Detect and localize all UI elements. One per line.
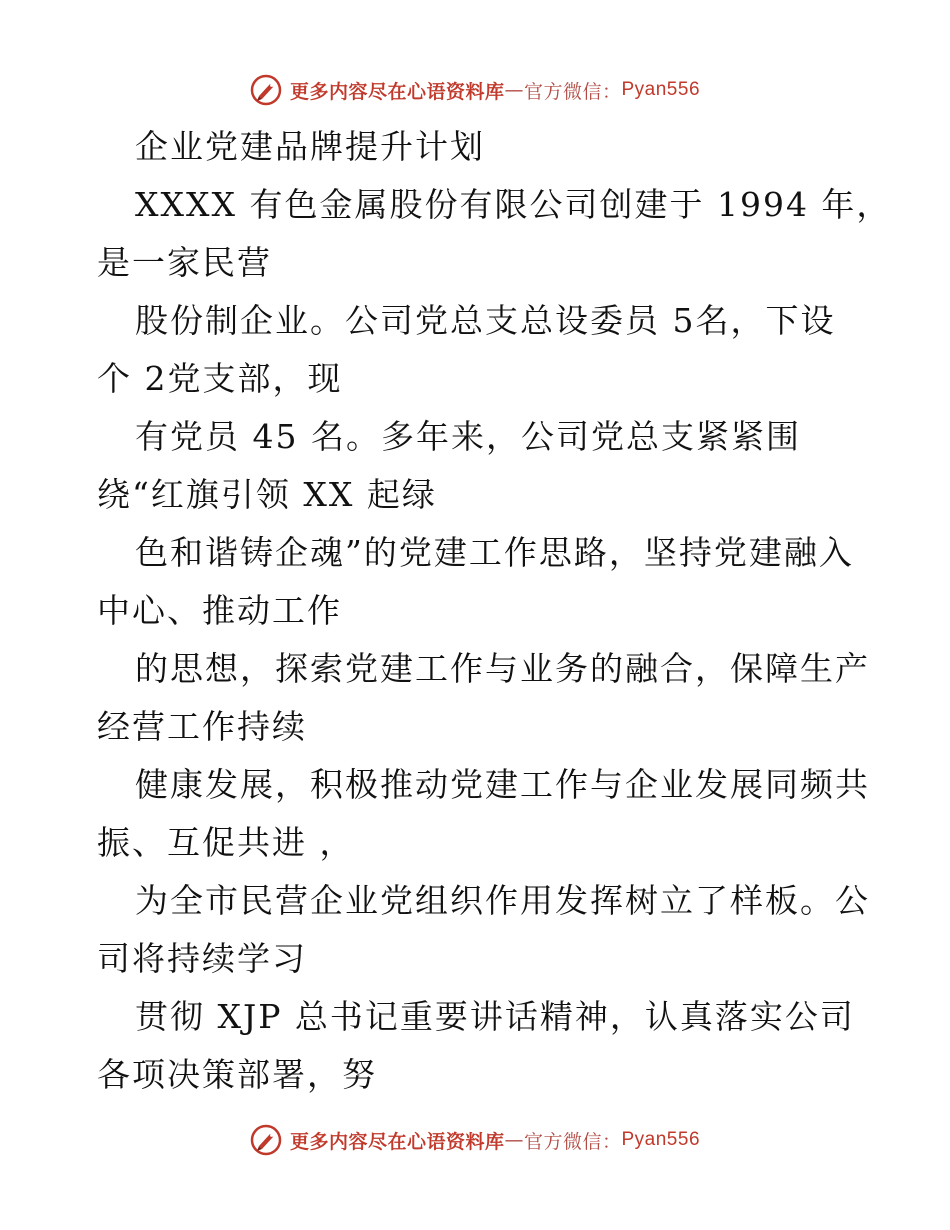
text-line: 贯彻 XJP 总书记重要讲话精神，认真落实公司 xyxy=(135,997,855,1036)
text-line: 中心、推动工作 xyxy=(97,591,342,630)
banner-separator: — xyxy=(504,1129,524,1151)
text-line: 的思想，探索党建工作与业务的融合，保障生产 xyxy=(135,649,870,688)
banner-title: 更多内容尽在心语资料库 xyxy=(289,1130,505,1153)
banner-wechat-label: 官方微信： xyxy=(523,1130,622,1153)
text-line: 振、互促共进 ， xyxy=(97,823,355,862)
banner-wechat-label: 官方微信： xyxy=(523,80,622,103)
document-title: 企业党建品牌提升计划 xyxy=(135,127,485,166)
banner-wechat-id: Pyan556 xyxy=(621,79,701,100)
text-line: 个 2党支部，现 xyxy=(97,359,343,398)
text-line: XXXX 有色金属股份有限公司创建于 1994 年， xyxy=(135,185,892,224)
text-line: 经营工作持续 xyxy=(97,707,307,746)
pen-nib-logo-icon xyxy=(250,1124,282,1156)
document-body xyxy=(97,118,892,1104)
header-banner xyxy=(0,70,950,110)
banner-separator: — xyxy=(504,79,524,101)
text-line: 有党员 45 名。多年来，公司党总支紧紧围 xyxy=(135,417,801,456)
text-line: 股份制企业。公司党总支总设委员 5名，下设 xyxy=(135,301,836,340)
banner-wechat-id: Pyan556 xyxy=(621,1129,701,1150)
text-line: 司将持续学习 xyxy=(97,939,307,978)
text-line: 健康发展，积极推动党建工作与企业发展同频共 xyxy=(135,765,870,804)
text-line: 绕“红旗引领 XX 起绿 xyxy=(97,475,437,514)
text-line: 色和谐铸企魂”的党建工作思路，坚持党建融入 xyxy=(135,533,854,572)
footer-banner xyxy=(0,1120,950,1160)
text-line: 是一家民营 xyxy=(97,243,272,282)
text-line: 为全市民营企业党组织作用发挥树立了样板。公 xyxy=(135,881,870,920)
text-line: 各项决策部署，努 xyxy=(97,1055,377,1094)
banner-title: 更多内容尽在心语资料库 xyxy=(289,80,505,103)
pen-nib-logo-icon xyxy=(250,74,282,106)
